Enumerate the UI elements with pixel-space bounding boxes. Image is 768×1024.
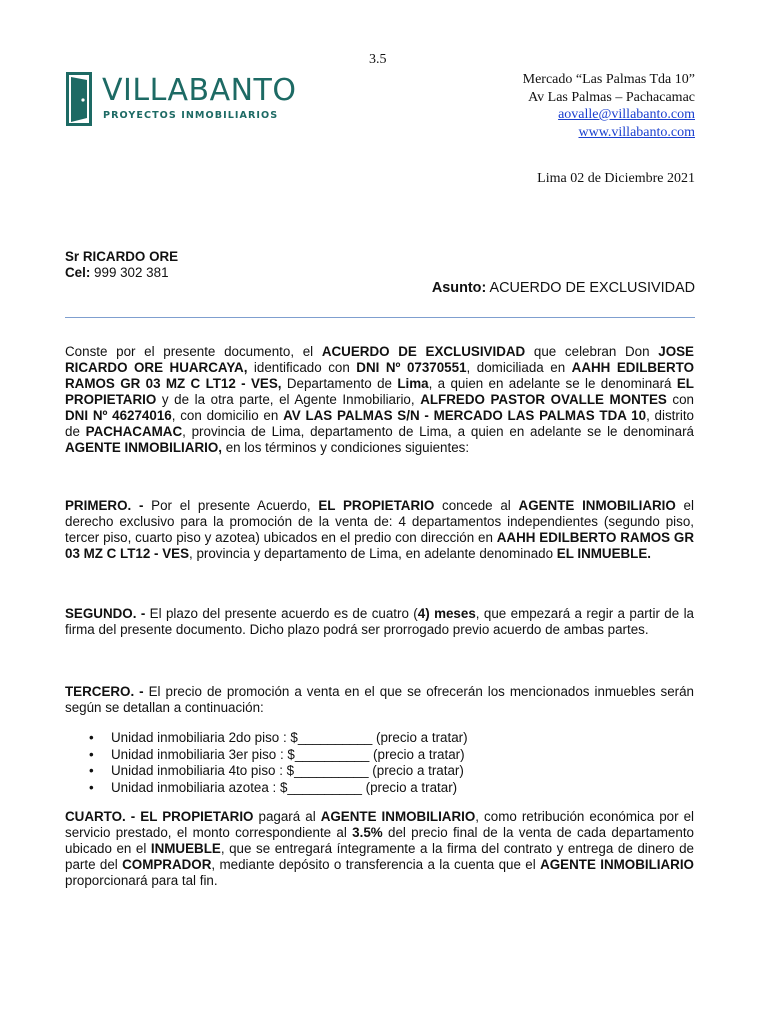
bold-text: DNI Nº 46274016: [65, 408, 172, 423]
bold-text: EL PROPIETARIO: [65, 376, 694, 407]
bold-text: AGENTE INMOBILIARIO: [320, 809, 476, 824]
text: , domiciliada en: [466, 360, 572, 375]
bold-text: INMUEBLE: [150, 841, 221, 856]
bold-text: AAHH EDILBERTO RAMOS GR 03 MZ C LT12 - VES,: [65, 360, 694, 391]
bold-text: COMPRADOR: [122, 857, 212, 872]
clause-tercero: [65, 684, 694, 716]
text: el derecho exclusivo para la promoción de la venta de: 4 departamentos independientes (segundo piso, tercer piso, cuarto piso y azotea) ubicados en el predio con dirección en: [65, 498, 694, 545]
page-number: 3.5: [369, 52, 387, 67]
text: Conste por el presente documento, el: [65, 344, 322, 359]
clause-heading: PRIMERO. -: [65, 498, 144, 513]
text: que celebran Don: [525, 344, 659, 359]
bold-text: 4) meses: [417, 606, 476, 621]
divider: [65, 317, 695, 318]
subject-label: Asunto:: [431, 280, 487, 296]
text: , con domicilio en: [171, 408, 284, 423]
list-item: • Unidad inmobiliaria 3er piso : $__________ (precio a tratar): [89, 747, 468, 764]
price-list: [89, 730, 468, 796]
text: identificado con: [247, 360, 357, 375]
text: , que se entregará íntegramente a la firma del contrato y entrega de dinero de parte del: [65, 841, 694, 872]
text: , a quien en adelante se le denominará: [428, 376, 677, 391]
bold-text: ACUERDO DE EXCLUSIVIDAD: [321, 344, 526, 359]
subject-line: [432, 280, 695, 296]
phone-label: Cel:: [65, 265, 91, 280]
sender-address: [523, 71, 695, 141]
bold-text: AAHH EDILBERTO RAMOS GR 03 MZ C LT12 - VES: [65, 530, 694, 561]
text: , mediante depósito o transferencia a la cuenta que el: [211, 857, 541, 872]
recipient-name: Sr RICARDO ORE: [65, 249, 179, 264]
list-item: • Unidad inmobiliaria azotea : $__________ (precio a tratar): [89, 780, 468, 797]
text: Departamento de: [281, 376, 398, 391]
bold-text: PACHACAMAC: [85, 424, 183, 439]
text: con: [666, 392, 695, 407]
recipient-block: [65, 249, 178, 281]
clause-primero: [65, 498, 694, 562]
bold-text: AGENTE INMOBILIARIO: [540, 857, 694, 872]
text: concede al: [434, 498, 519, 513]
bold-text: JOSE RICARDO ORE HUARCAYA,: [65, 344, 694, 375]
text: , provincia y departamento de Lima, en adelante denominado: [189, 546, 557, 561]
bold-text: AGENTE INMOBILIARIO: [518, 498, 676, 513]
text: en los términos y condiciones siguientes:: [221, 440, 470, 455]
bold-text: Lima: [397, 376, 429, 391]
bold-text: AGENTE INMOBILIARIO,: [65, 440, 222, 455]
subject-text: ACUERDO DE EXCLUSIVIDAD: [489, 280, 695, 296]
text: , distrito de: [65, 408, 694, 439]
text: proporcionará para tal fin.: [65, 873, 218, 888]
clause-cuarto: [65, 809, 694, 889]
list-item: • Unidad inmobiliaria 4to piso : $__________ (precio a tratar): [89, 763, 468, 780]
sender-line-2: Av Las Palmas – Pachacamac: [528, 89, 695, 105]
letter-date: Lima 02 de Diciembre 2021: [537, 171, 695, 186]
recipient-phone: 999 302 381: [94, 265, 169, 280]
text: , como retribución económica por el servicio prestado, el monto correspondiente al: [65, 809, 695, 840]
company-logo: [66, 72, 296, 128]
clause-heading: CUARTO. - EL PROPIETARIO: [65, 809, 254, 824]
text: El precio de promoción a venta en el que se ofrecerán los mencionados inmuebles serán según se detallan a continuación:: [65, 684, 694, 715]
bold-text: EL PROPIETARIO: [318, 498, 435, 513]
bold-text: DNI Nº 07370551: [356, 360, 467, 375]
clause-heading: TERCERO. -: [65, 684, 144, 699]
website-link[interactable]: www.villabanto.com: [578, 124, 695, 140]
logo-name: VILLABANTO: [102, 73, 297, 108]
bold-text: EL INMUEBLE.: [556, 546, 652, 561]
bold-text: ALFREDO PASTOR OVALLE MONTES: [420, 392, 667, 407]
email-link[interactable]: aovalle@villabanto.com: [558, 107, 695, 122]
text: pagará al: [253, 809, 321, 824]
intro-paragraph: [65, 344, 694, 456]
text: y de la otra parte, el Agente Inmobiliario,: [156, 392, 421, 407]
list-item: • Unidad inmobiliaria 2do piso : $__________ (precio a tratar): [89, 730, 468, 747]
clause-heading: SEGUNDO. -: [65, 606, 146, 621]
bold-text: AV LAS PALMAS S/N - MERCADO LAS PALMAS TDA 10: [283, 408, 647, 423]
text: Por el presente Acuerdo,: [143, 498, 319, 513]
bold-text: 3.5%: [352, 825, 383, 840]
clause-segundo: [65, 606, 694, 638]
sender-line-1: Mercado “Las Palmas Tda 10”: [522, 72, 695, 87]
logo-tagline: PROYECTOS INMOBILIARIOS: [103, 110, 279, 121]
text: El plazo del presente acuerdo es de cuatro (: [145, 606, 418, 621]
door-icon: [66, 72, 92, 126]
text: del precio final de la venta de cada departamento ubicado en el: [65, 825, 694, 856]
text: , que empezará a regir a partir de la firma del presente documento. Dicho plazo podrá ser prorrogado previo acuerdo de ambas partes.: [65, 606, 694, 637]
text: , provincia de Lima, departamento de Lima, a quien en adelante se le denominará: [182, 424, 694, 439]
